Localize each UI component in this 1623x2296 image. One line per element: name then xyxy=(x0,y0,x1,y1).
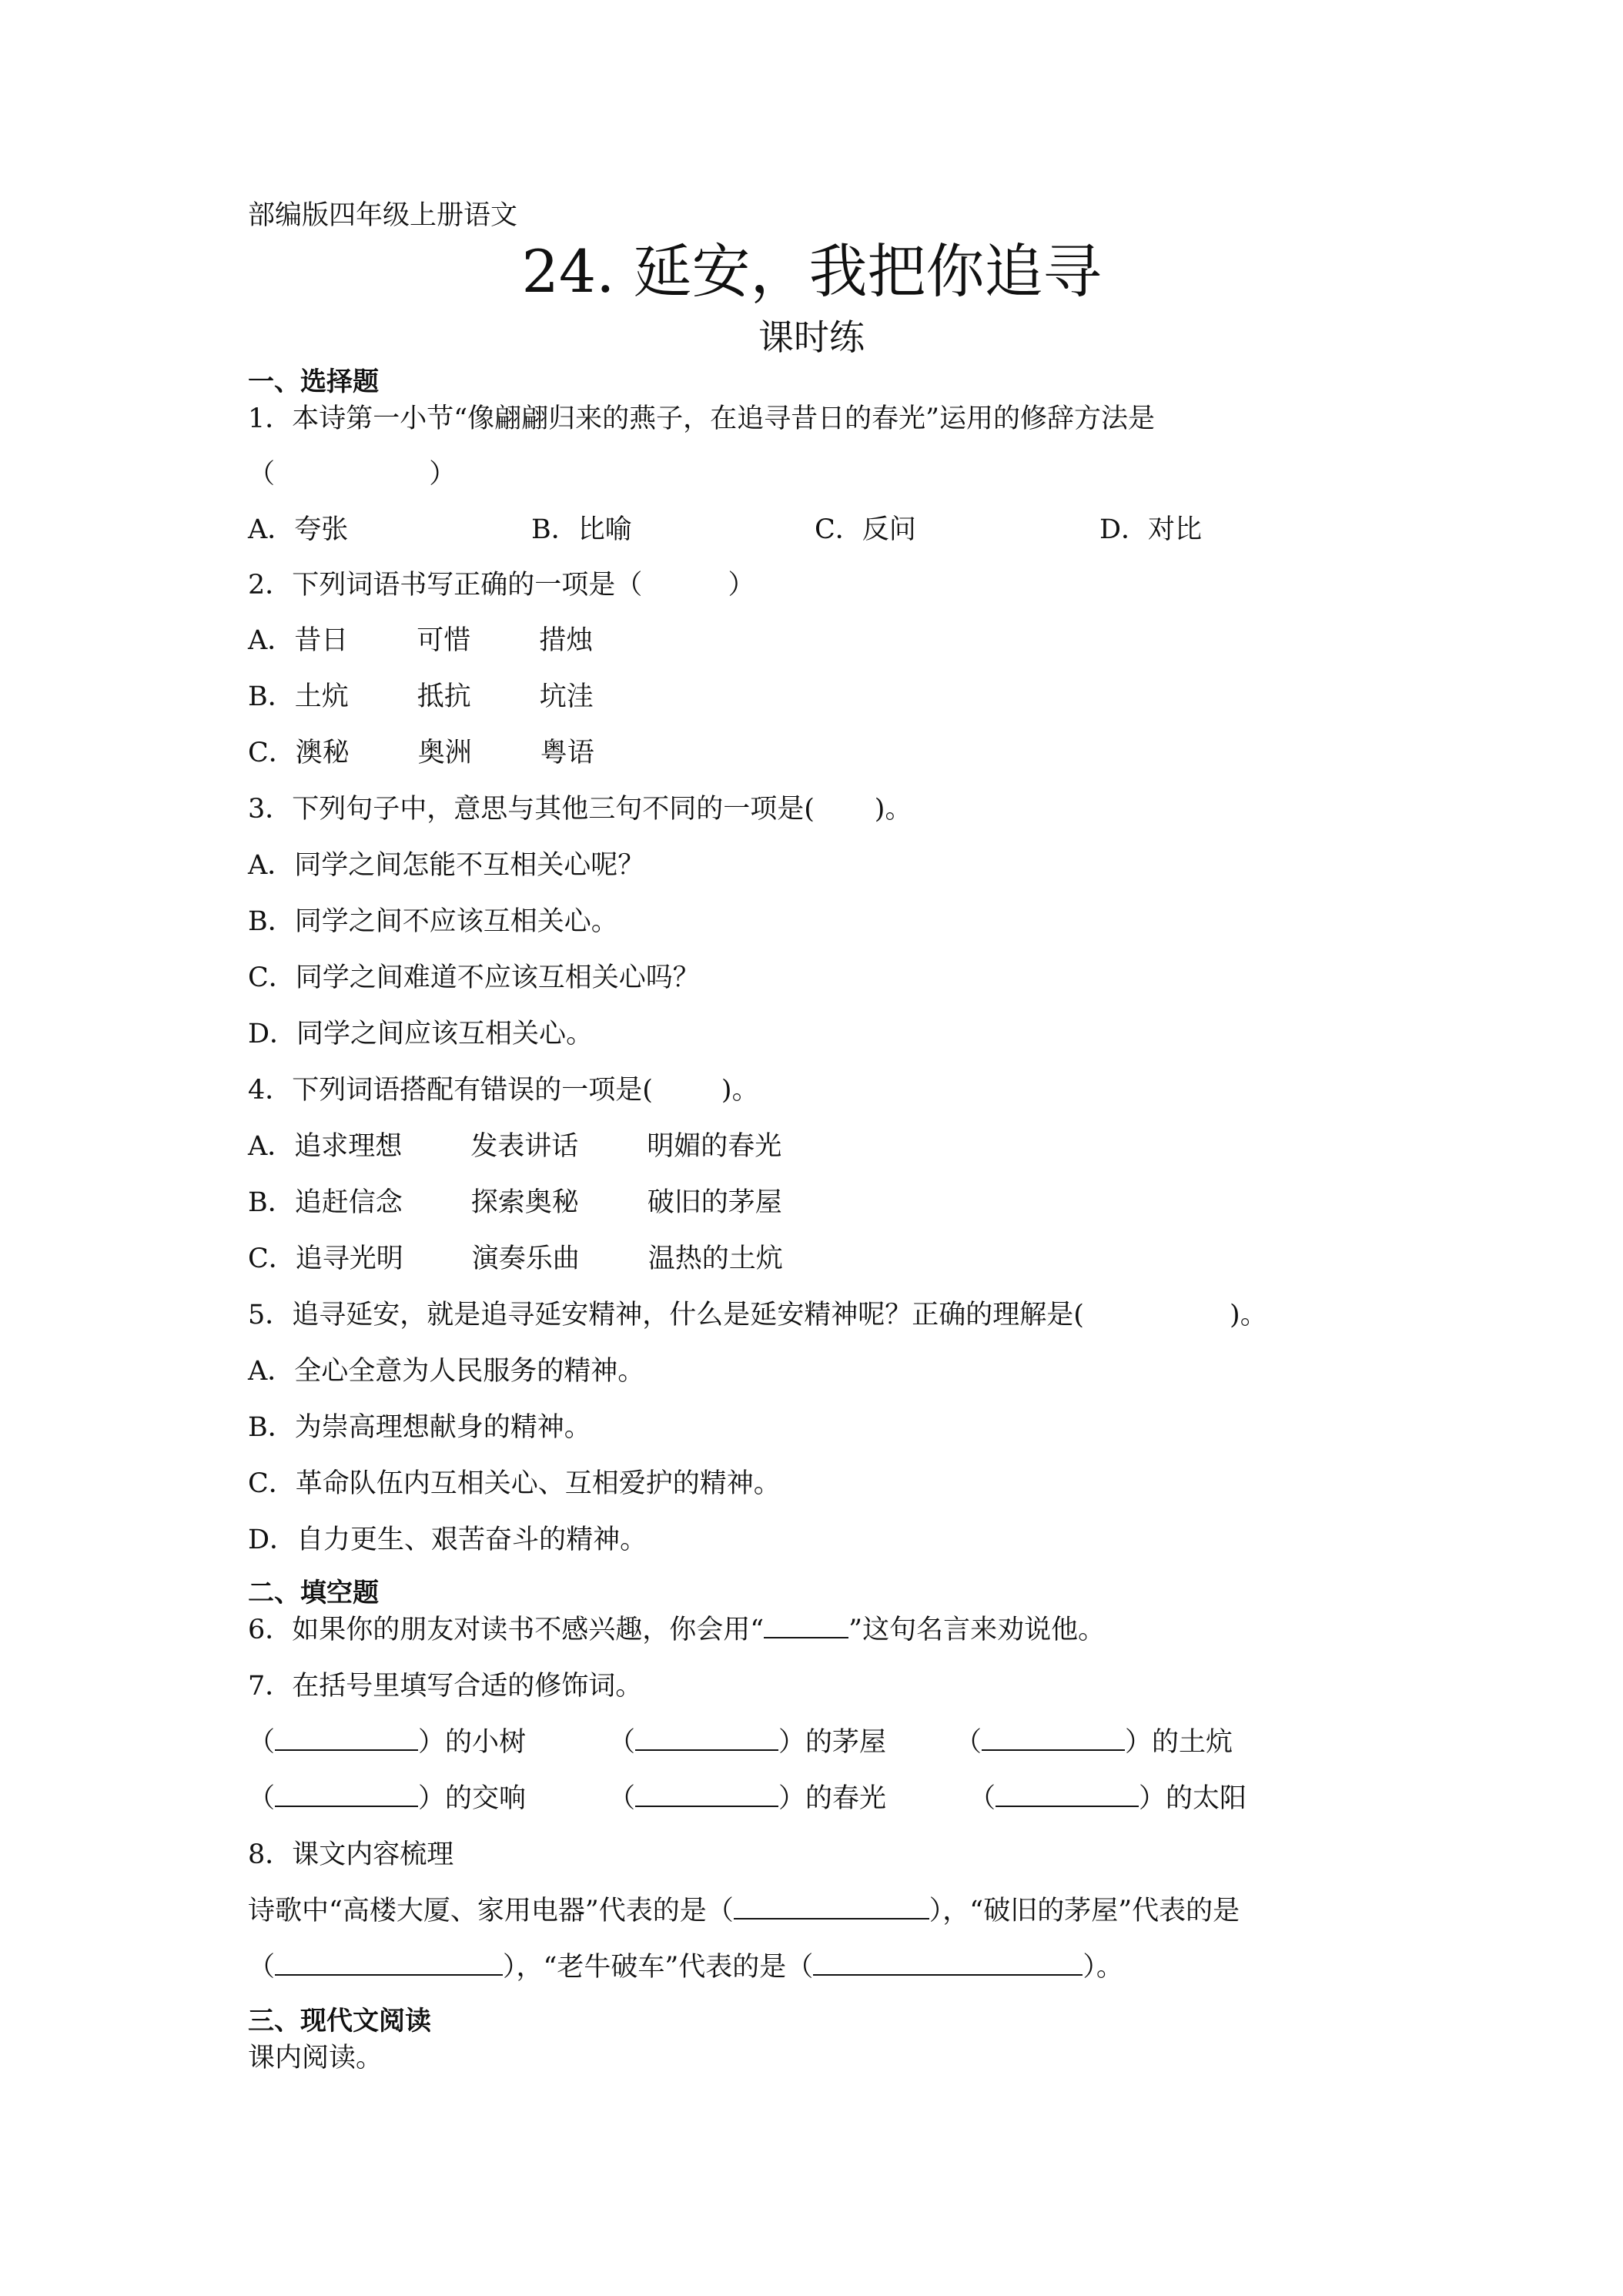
q2-stem: 2．下列词语书写正确的一项是（ ） xyxy=(248,570,755,601)
q4-option-b: B．追赶信念 探索奥秘 破旧的茅屋 xyxy=(248,1187,782,1218)
q6-line xyxy=(248,1613,1105,1647)
q5-option-a: A．全心全意为人民服务的精神。 xyxy=(248,1356,645,1387)
q7-item-2 xyxy=(608,1725,886,1759)
q1-option-d: D．对比 xyxy=(1099,514,1203,545)
page-subtitle: 课时练 xyxy=(758,316,865,358)
q4-option-c: C．追寻光明 演奏乐曲 温热的土炕 xyxy=(248,1243,783,1274)
q8-stem: 8．课文内容梳理 xyxy=(248,1839,454,1870)
q7-label-5: ）的春光 xyxy=(778,1783,887,1814)
q5-option-d: D．自力更生、艰苦奋斗的精神。 xyxy=(248,1525,648,1555)
section-3-heading: 三、现代文阅读 xyxy=(248,2006,431,2037)
q4-stem: 4．下列词语搭配有错误的一项是( )。 xyxy=(248,1075,759,1106)
section-3-subheading: 课内阅读。 xyxy=(248,2043,383,2073)
q7-blank-3[interactable] xyxy=(982,1726,1125,1751)
q8-blank-2[interactable] xyxy=(275,1951,503,1976)
q1-option-b: B．比喻 xyxy=(531,514,632,545)
q8-line-2 xyxy=(248,1950,1123,1984)
q8-text-1: 诗歌中“高楼大厦、家用电器”代表的是（ xyxy=(248,1896,734,1926)
q1-answer-paren: （ ） xyxy=(248,459,457,490)
section-1-heading: 一、选择题 xyxy=(248,366,379,397)
q7-open-paren: （ xyxy=(969,1783,996,1814)
q8-text-2: ），“破旧的茅屋”代表的是 xyxy=(929,1896,1240,1926)
q7-blank-2[interactable] xyxy=(635,1726,778,1751)
q7-blank-6[interactable] xyxy=(996,1782,1139,1807)
q7-item-1 xyxy=(248,1725,526,1759)
q7-label-6: ）的太阳 xyxy=(1139,1783,1247,1814)
subject-line: 部编版四年级上册语文 xyxy=(248,200,518,231)
q7-item-5 xyxy=(608,1782,886,1816)
q3-option-a: A．同学之间怎能不互相关心呢？ xyxy=(248,850,645,881)
q1-stem: 1．本诗第一小节“像翩翩归来的燕子，在追寻昔日的春光”运用的修辞方法是 xyxy=(248,403,1156,434)
q5-option-b: B．为崇高理想献身的精神。 xyxy=(248,1412,591,1443)
q7-item-4 xyxy=(248,1782,526,1816)
q2-option-c: C．澳秘 奥洲 粤语 xyxy=(248,738,594,768)
q7-label-3: ）的土炕 xyxy=(1125,1727,1233,1758)
q7-label-4: ）的交响 xyxy=(418,1783,527,1814)
q3-option-b: B．同学之间不应该互相关心。 xyxy=(248,906,618,937)
q8-text-5: ）。 xyxy=(1083,1952,1123,1983)
q2-option-a: A．昔日 可惜 措烛 xyxy=(248,625,594,656)
q5-stem: 5．追寻延安，就是追寻延安精神，什么是延安精神呢？正确的理解是( )。 xyxy=(248,1300,1267,1330)
q8-blank-1[interactable] xyxy=(734,1895,929,1919)
q5-option-c: C．革命队伍内互相关心、互相爱护的精神。 xyxy=(248,1468,781,1499)
section-2-heading: 二、填空题 xyxy=(248,1578,379,1608)
q7-label-2: ）的茅屋 xyxy=(778,1727,887,1758)
q7-open-paren: （ xyxy=(608,1783,636,1814)
q7-blank-5[interactable] xyxy=(635,1782,778,1807)
q6-blank[interactable] xyxy=(764,1614,848,1638)
q7-item-6 xyxy=(969,1782,1247,1816)
page-title: 24. 延安，我把你追寻 xyxy=(521,237,1102,306)
q2-option-b: B．土炕 抵抗 坑洼 xyxy=(248,681,594,712)
q3-option-c: C．同学之间难道不应该互相关心吗？ xyxy=(248,962,700,993)
q8-text-3: （ xyxy=(248,1952,276,1983)
q8-blank-3[interactable] xyxy=(813,1951,1083,1976)
q7-open-paren: （ xyxy=(248,1783,276,1814)
q7-open-paren: （ xyxy=(608,1727,636,1758)
q7-label-1: ）的小树 xyxy=(418,1727,527,1758)
q7-blank-1[interactable] xyxy=(275,1726,418,1751)
q7-blank-4[interactable] xyxy=(275,1782,418,1807)
q6-text-after: ”这句名言来劝说他。 xyxy=(848,1615,1106,1645)
q7-open-paren: （ xyxy=(955,1727,982,1758)
q3-option-d: D．同学之间应该互相关心。 xyxy=(248,1019,594,1049)
q1-option-a: A．夸张 xyxy=(248,514,349,545)
q8-text-4: ），“老牛破车”代表的是（ xyxy=(503,1952,814,1983)
q8-line-1 xyxy=(248,1894,1240,1928)
q6-text-before: 6．如果你的朋友对读书不感兴趣，你会用“ xyxy=(248,1615,765,1645)
q4-option-a: A．追求理想 发表讲话 明媚的春光 xyxy=(248,1131,782,1162)
q7-open-paren: （ xyxy=(248,1727,276,1758)
q3-stem: 3．下列句子中，意思与其他三句不同的一项是( )。 xyxy=(248,794,912,825)
q1-option-c: C．反问 xyxy=(815,514,916,545)
q7-stem: 7．在括号里填写合适的修饰词。 xyxy=(248,1671,643,1702)
q7-item-3 xyxy=(955,1725,1233,1759)
